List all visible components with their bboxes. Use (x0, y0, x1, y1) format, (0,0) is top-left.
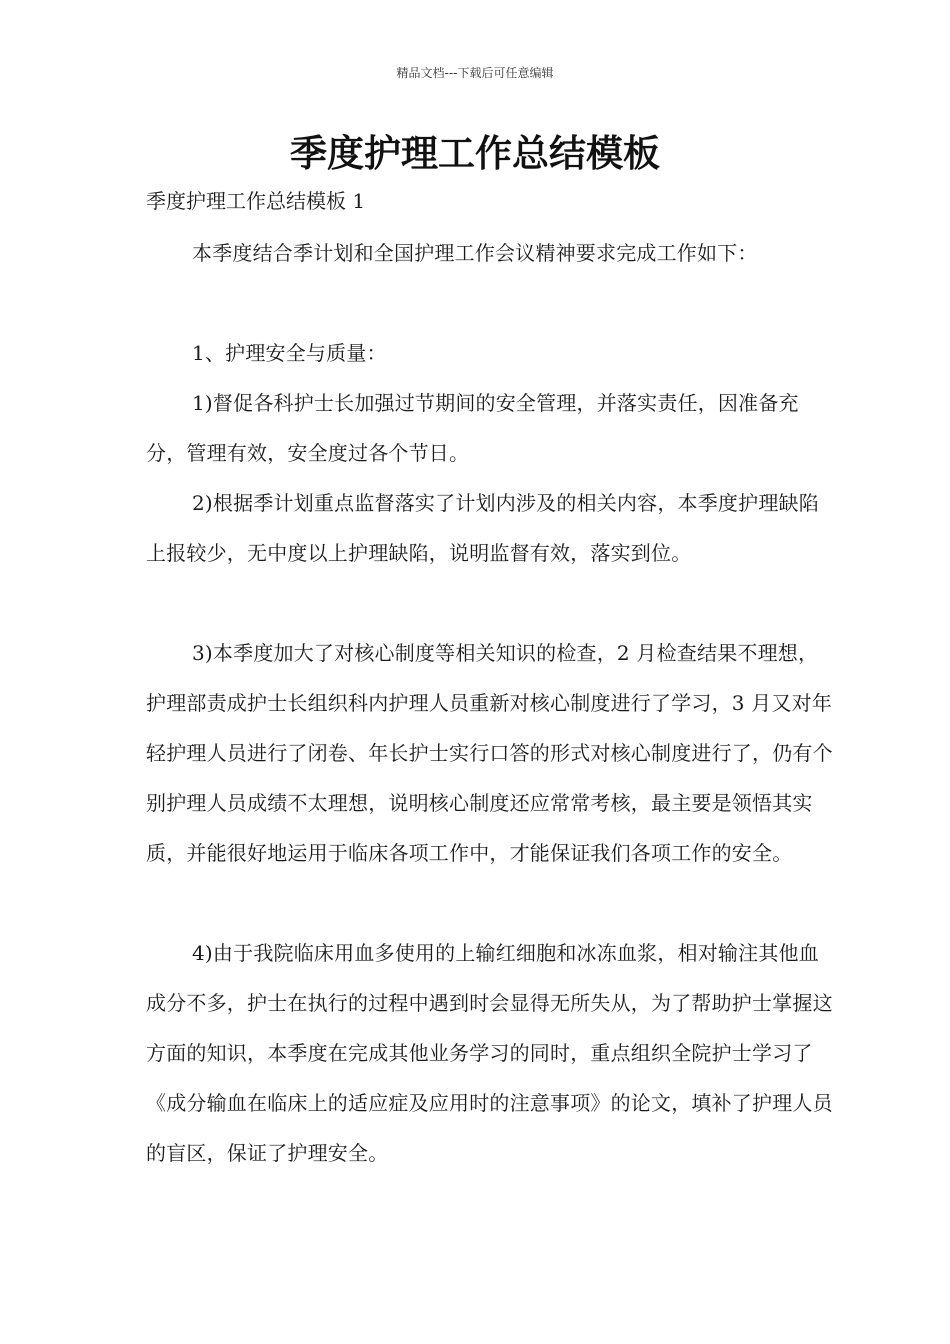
intro-paragraph: 本季度结合季计划和全国护理工作会议精神要求完成工作如下： (192, 241, 758, 265)
header-note: 精品文档---下载后可任意编辑 (396, 66, 554, 80)
section-heading: 1、护理安全与质量： (192, 341, 387, 365)
list-item: 2)根据季计划重点监督落实了计划内涉及的相关内容，本季度护理缺陷上报较少，无中度以上护理缺陷，说明监督有效，落实到位。 (146, 491, 819, 565)
document-title: 季度护理工作总结模板 (290, 132, 660, 175)
list-item: 1)督促各科护士长加强过节期间的安全管理，并落实责任，因准备充分，管理有效，安全度过各个节日。 (146, 391, 799, 465)
list-item: 4)由于我院临床用血多使用的上输红细胞和冰冻血浆，相对输注其他血成分不多，护士在执行的过程中遇到时会显得无所失从，为了帮助护士掌握这方面的知识，本季度在完成其他业务学习的同时，重点组织全院护士学习了《成分输血在临床上的适应症及应用时的注意事项》的论文，填补了护理人员的盲区，保证了护理安全。 (146, 941, 833, 1165)
document-subtitle: 季度护理工作总结模板 1 (146, 189, 366, 213)
list-item: 3)本季度加大了对核心制度等相关知识的检查，2 月检查结果不理想，护理部责成护士长组织科内护理人员重新对核心制度进行了学习，3 月又对年轻护理人员进行了闭卷、年长护士实行口答的形式对核心制度进行了，仍有个别护理人员成绩不太理想，说明核心制度还应常常考核，最主要是领悟其实质，并能很好地运用于临床各项工作中，才能保证我们各项工作的安全。 (146, 641, 833, 865)
